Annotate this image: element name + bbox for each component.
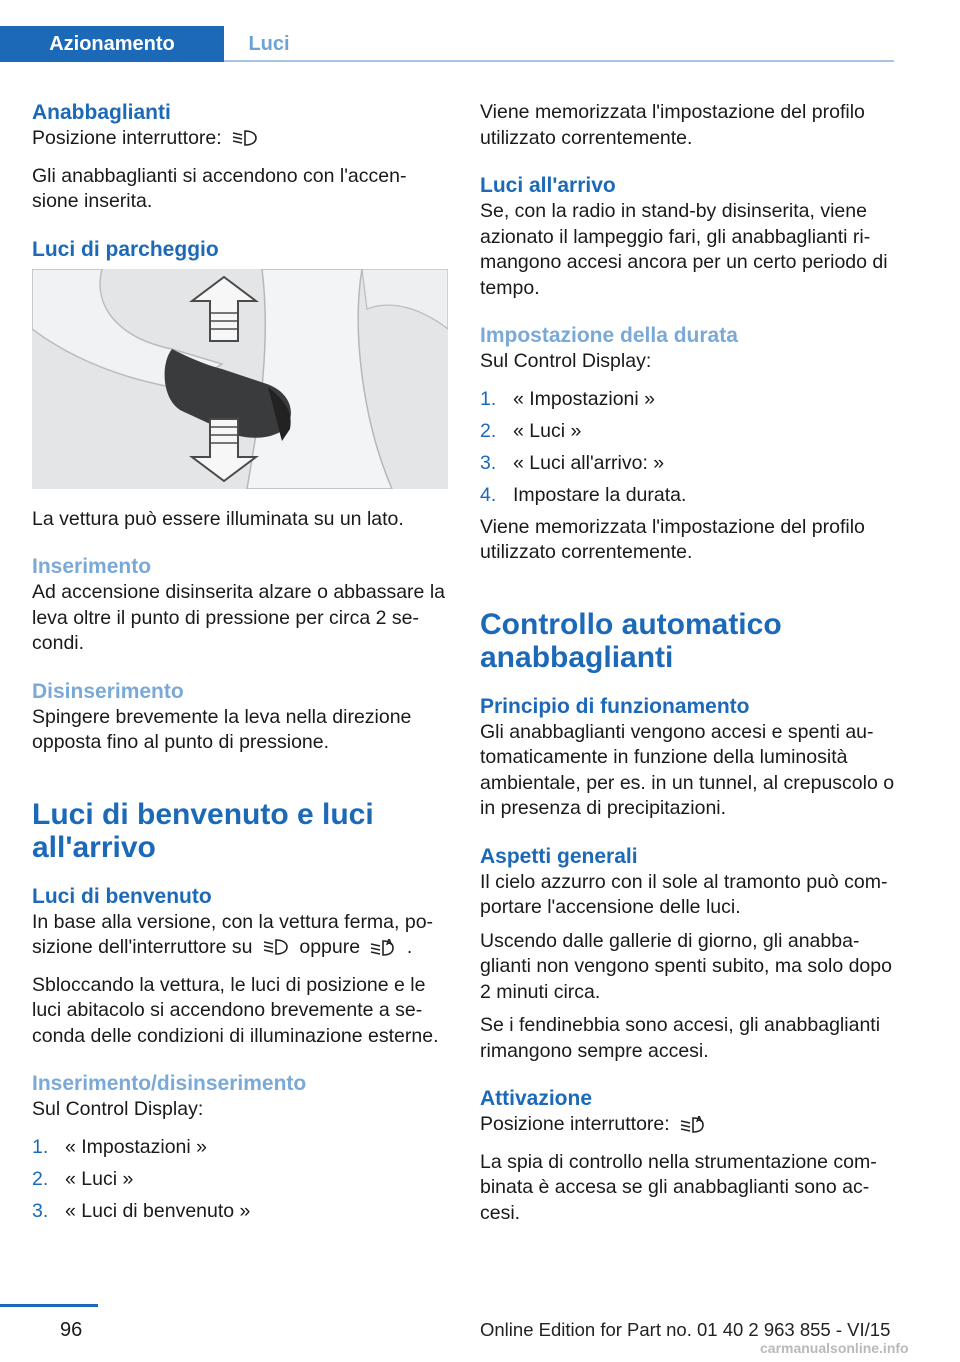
- benvenuto-text-end: .: [406, 936, 413, 958]
- aspetti-heading: Aspetti generali: [480, 844, 638, 868]
- automatic-headlight-icon: [369, 937, 397, 965]
- header-rule: [224, 60, 894, 62]
- list-item: [480, 451, 896, 477]
- list-item-number: 3.: [480, 451, 497, 474]
- list-item-text: « Impostazioni »: [513, 387, 655, 410]
- list-item-text: Impostare la durata.: [513, 483, 687, 506]
- disinserimento-text: Spingere brevemente la leva nella direzione opposta fino al punto di pressione.: [32, 705, 412, 753]
- durata-intro: Sul Control Display:: [480, 350, 652, 372]
- inserimento-text: Ad accensione disinserita alzare o abbassare la leva oltre il punto di pressione per circa 2 se‐ condi.: [32, 581, 445, 654]
- list-item: [480, 483, 896, 509]
- durata-heading: Impostazione della durata: [480, 324, 738, 347]
- durata-list: [480, 387, 896, 509]
- list-item-number: 1.: [32, 1135, 49, 1158]
- low-beam-headlight-icon: [262, 937, 290, 965]
- list-item-text: « Luci di benvenuto »: [65, 1199, 251, 1222]
- insdis-list: [32, 1135, 448, 1225]
- insdis-heading: Inserimento/disinserimento: [32, 1072, 307, 1095]
- benvenuto-text-a: In base alla versione, con la vettura ferma, po‐ sizione dell'interruttore su: [32, 910, 434, 958]
- benvenuto-section-heading: Luci di benvenuto e luci all'arrivo: [32, 797, 374, 864]
- attivazione-text: La spia di controllo nella strumentazione com‐ binata è accesa se gli anabbaglianti sono ac‐ cesi.: [480, 1150, 877, 1224]
- parcheggio-caption: La vettura può essere illuminata su un lato.: [32, 507, 404, 530]
- footer-rule: [0, 1304, 98, 1307]
- list-item-number: 4.: [480, 483, 497, 506]
- list-item-text: « Luci all'arrivo: »: [513, 451, 665, 474]
- luci-benvenuto-heading: Luci di benvenuto: [32, 884, 212, 908]
- list-item-number: 1.: [480, 387, 497, 410]
- list-item: [32, 1135, 448, 1161]
- principio-heading: Principio di funzionamento: [480, 694, 750, 718]
- list-item-number: 2.: [480, 419, 497, 442]
- arrivo-text: Se, con la radio in stand-by disinserita, viene azionato il lampeggio fari, gli anabbaglianti ri‐ mangono accesi ancora per un certo periodo di tempo.: [480, 200, 888, 299]
- memo-text-1: Viene memorizzata l'impostazione del profilo utilizzato correntemente.: [480, 101, 865, 149]
- right-column: [480, 100, 896, 1234]
- left-column: [32, 100, 448, 1231]
- attivazione-switch-position: [480, 1112, 896, 1142]
- disinserimento-heading: Disinserimento: [32, 679, 184, 703]
- list-item-number: 3.: [32, 1199, 49, 1222]
- watermark-text: carmanualsonline.info: [760, 1340, 909, 1356]
- svg-text:A: A: [386, 938, 393, 947]
- automatic-headlight-icon: [679, 1114, 707, 1142]
- anabbaglianti-switch-position: [32, 126, 448, 156]
- list-item-text: « Luci »: [65, 1167, 134, 1190]
- header-chapter-tab: Luci: [248, 33, 290, 55]
- anabbaglianti-switch-label: Posizione interruttore:: [32, 127, 222, 149]
- benvenuto-text: [32, 910, 448, 965]
- parking-light-lever-illustration: [32, 269, 448, 489]
- attivazione-heading: Attivazione: [480, 1087, 593, 1110]
- list-item: [32, 1167, 448, 1193]
- anabbaglianti-heading: Anabbaglianti: [32, 101, 171, 124]
- inserimento-heading: Inserimento: [32, 555, 152, 578]
- list-item: [480, 419, 896, 445]
- benvenuto-text2: Sbloccando la vettura, le luci di posizione e le luci abitacolo si accendono brevemente a se‐ conda delle condizioni di illuminazione esterne.: [32, 973, 439, 1047]
- edition-text: Online Edition for Part no. 01 40 2 963 855 - VI/15: [480, 1319, 891, 1340]
- svg-text:A: A: [696, 1115, 703, 1124]
- low-beam-headlight-icon: [231, 128, 259, 156]
- anabbaglianti-text: Gli anabbaglianti si accendono con l'accen‐ sione inserita.: [32, 164, 407, 212]
- aspetti-text-1: Il cielo azzurro con il sole al tramonto può com‐ portare l'accensione delle luci.: [480, 870, 888, 918]
- aspetti-text-2: Uscendo dalle gallerie di giorno, gli anabba‐ glianti non vengono spenti subito, ma solo dopo 2 minuti circa.: [480, 929, 892, 1003]
- auto-section-heading: Controllo automatico anabbaglianti: [480, 607, 782, 674]
- list-item-number: 2.: [32, 1167, 49, 1190]
- header-section-tab: Azionamento: [0, 26, 224, 62]
- luci-arrivo-heading: Luci all'arrivo: [480, 174, 616, 197]
- list-item-text: « Luci »: [513, 419, 582, 442]
- memo-text-2: Viene memorizzata l'impostazione del profilo utilizzato correntemente.: [480, 515, 865, 563]
- aspetti-text-3: Se i fendinebbia sono accesi, gli anabbaglianti rimangono sempre accesi.: [480, 1014, 881, 1062]
- list-item-text: « Impostazioni »: [65, 1135, 207, 1158]
- list-item: [480, 387, 896, 413]
- page-number: 96: [60, 1319, 83, 1341]
- luci-parcheggio-heading: Luci di parcheggio: [32, 237, 219, 261]
- attivazione-switch-label: Posizione interruttore:: [480, 1113, 670, 1135]
- principio-text: Gli anabbaglianti vengono accesi e spenti au‐ tomaticamente in funzione della luminosità ambientale, per es. in un tunnel, al crepuscolo o in presenza di precipitazioni.: [480, 720, 895, 819]
- benvenuto-text-or: oppure: [299, 936, 361, 958]
- list-item: [32, 1199, 448, 1225]
- insdis-intro: Sul Control Display:: [32, 1098, 204, 1120]
